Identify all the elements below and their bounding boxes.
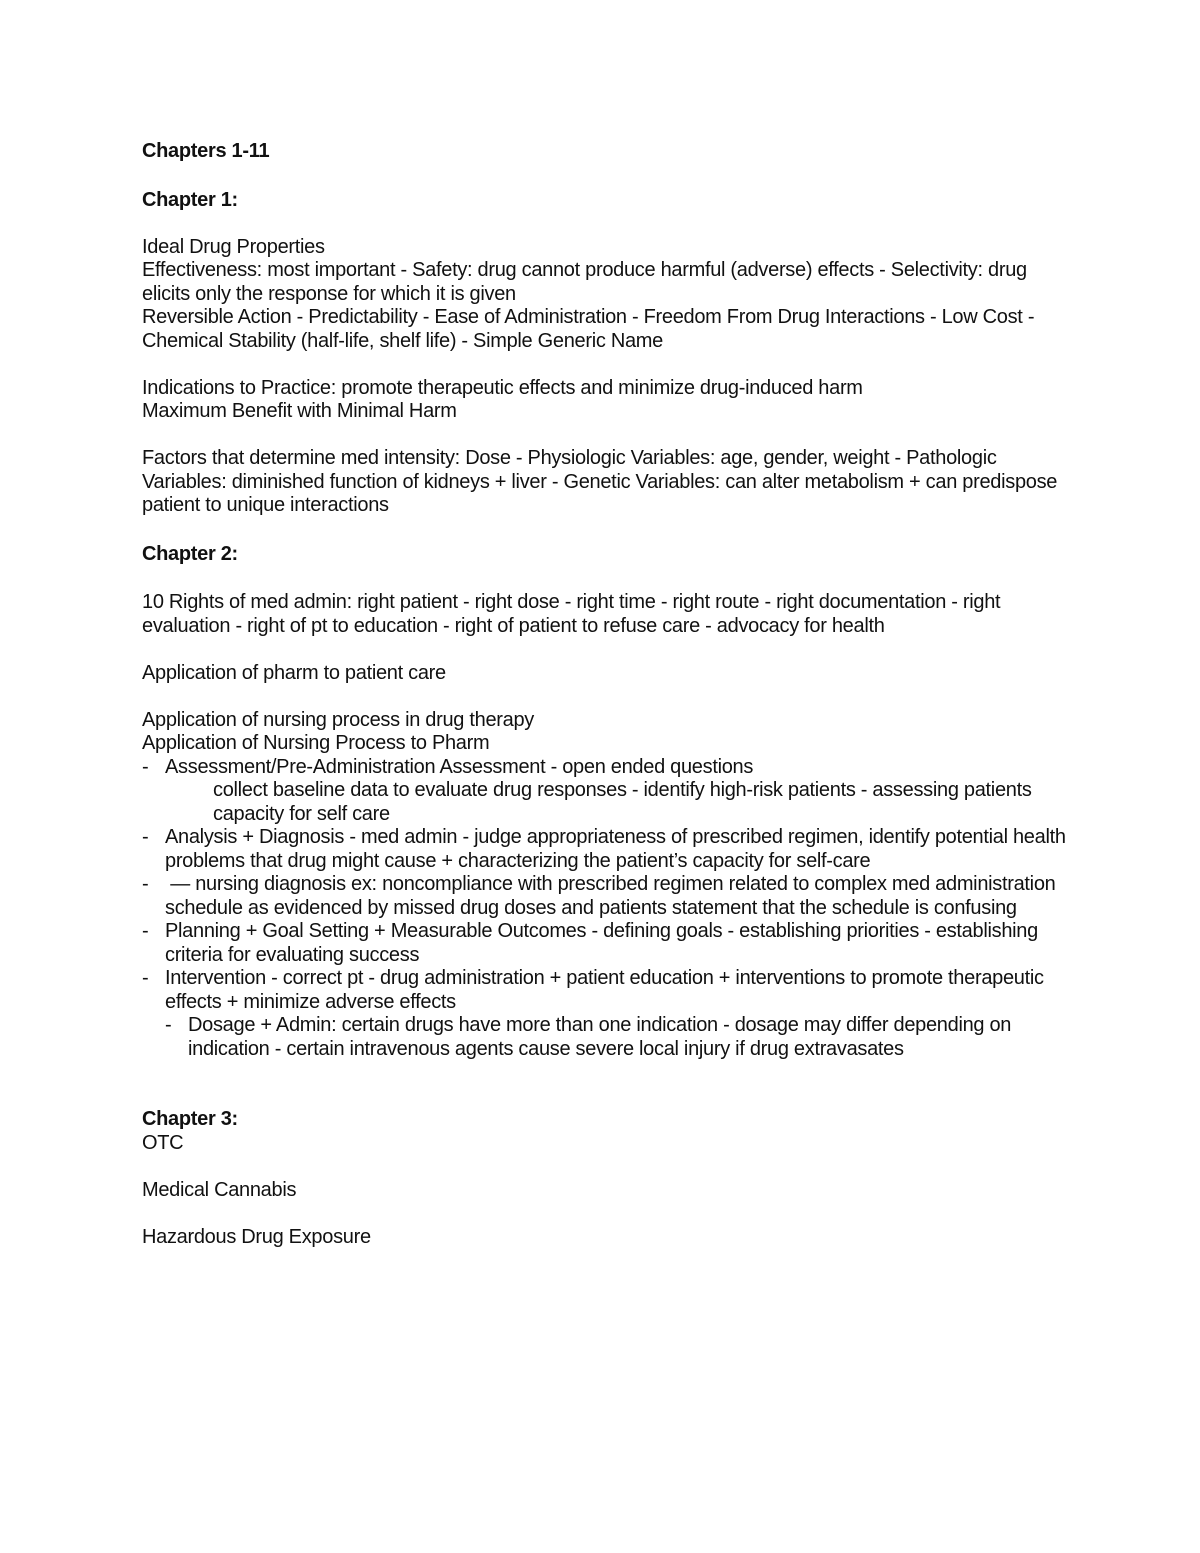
application-pharm-line: Application of pharm to patient care bbox=[142, 661, 446, 684]
spacer bbox=[142, 424, 1072, 448]
ideal-drug-properties-heading: Ideal Drug Properties bbox=[142, 235, 325, 258]
list-item bbox=[142, 826, 1072, 873]
medical-cannabis-line: Medical Cannabis bbox=[142, 1178, 297, 1201]
spacer bbox=[142, 212, 1072, 236]
assessment-item: Assessment/Pre-Administration Assessment - open ended questions bbox=[165, 755, 754, 778]
intervention-item: Intervention - correct pt - drug administration + patient education + interventions to promote therapeutic effects + minimize adverse effects bbox=[165, 967, 1044, 1013]
list-item bbox=[165, 1014, 1072, 1061]
factors-paragraph: Factors that determine med intensity: Dose - Physiologic Variables: age, gender, weight - Pathologic Variables: diminished function of kidneys + liver - Genetic Variables: can alter metabolism + can predispose patient to unique interactions bbox=[142, 447, 1058, 516]
spacer bbox=[142, 638, 1072, 662]
indications-line: Indications to Practice: promote therapeutic effects and minimize drug-induced harm bbox=[142, 376, 863, 399]
hazardous-drug-exposure-line: Hazardous Drug Exposure bbox=[142, 1225, 371, 1248]
spacer bbox=[142, 1155, 1072, 1179]
chapter-2-heading: Chapter 2: bbox=[142, 542, 238, 565]
nursing-process-list bbox=[142, 756, 1072, 1062]
dosage-item: Dosage + Admin: certain drugs have more than one indication - dosage may differ depending on indication - certain intravenous agents cause severe local injury if drug extravasates bbox=[188, 1014, 1012, 1060]
list-item bbox=[142, 756, 1072, 827]
spacer bbox=[142, 1085, 1072, 1109]
rights-paragraph: 10 Rights of med admin: right patient - right dose - right time - right route - right documentation - right evaluation - right of pt to education - right of patient to refuse care - advocacy for health bbox=[142, 591, 1001, 637]
otc-line: OTC bbox=[142, 1131, 184, 1154]
spacer bbox=[142, 164, 1072, 189]
application-nursing-line: Application of nursing process in drug therapy bbox=[142, 708, 534, 731]
spacer bbox=[142, 685, 1072, 709]
application-nursing-pharm-line: Application of Nursing Process to Pharm bbox=[142, 732, 490, 754]
chapter-3-heading: Chapter 3: bbox=[142, 1108, 238, 1130]
maximum-benefit-line: Maximum Benefit with Minimal Harm bbox=[142, 400, 457, 422]
list-item bbox=[142, 920, 1072, 967]
reversible-action-line: Reversible Action - Predictability - Ease of Administration - Freedom From Drug Interactions - Low Cost - Chemical Stability (half-life, shelf life) - Simple Generic Name bbox=[142, 306, 1035, 352]
spacer bbox=[142, 353, 1072, 377]
list-item bbox=[142, 873, 1072, 920]
document-title: Chapters 1-11 bbox=[142, 140, 270, 162]
spacer bbox=[142, 1202, 1072, 1226]
effectiveness-line: Effectiveness: most important - Safety: drug cannot produce harmful (adverse) effects - Selectivity: drug elicits only the response for which it is given bbox=[142, 259, 1027, 305]
spacer bbox=[142, 1061, 1072, 1085]
spacer bbox=[142, 566, 1072, 591]
nursing-diagnosis-item: — nursing diagnosis ex: noncompliance with prescribed regimen related to complex med administration schedule as evidenced by missed drug doses and patients statement that the schedule is confusing bbox=[165, 873, 1061, 919]
intervention-sublist bbox=[165, 1014, 1072, 1061]
assessment-detail: collect baseline data to evaluate drug responses - identify high-risk patients - assessing patients capacity for self care bbox=[213, 779, 1032, 825]
analysis-item: Analysis + Diagnosis - med admin - judge appropriateness of prescribed regimen, identify potential health problems that drug might cause + characterizing the patient’s capacity for self-care bbox=[165, 826, 1066, 872]
document-page bbox=[142, 140, 1072, 1249]
spacer bbox=[142, 518, 1072, 543]
planning-item: Planning + Goal Setting + Measurable Outcomes - defining goals - establishing priorities - establishing criteria for evaluating success bbox=[165, 920, 1038, 966]
list-item bbox=[142, 967, 1072, 1061]
chapter-1-heading: Chapter 1: bbox=[142, 188, 238, 211]
